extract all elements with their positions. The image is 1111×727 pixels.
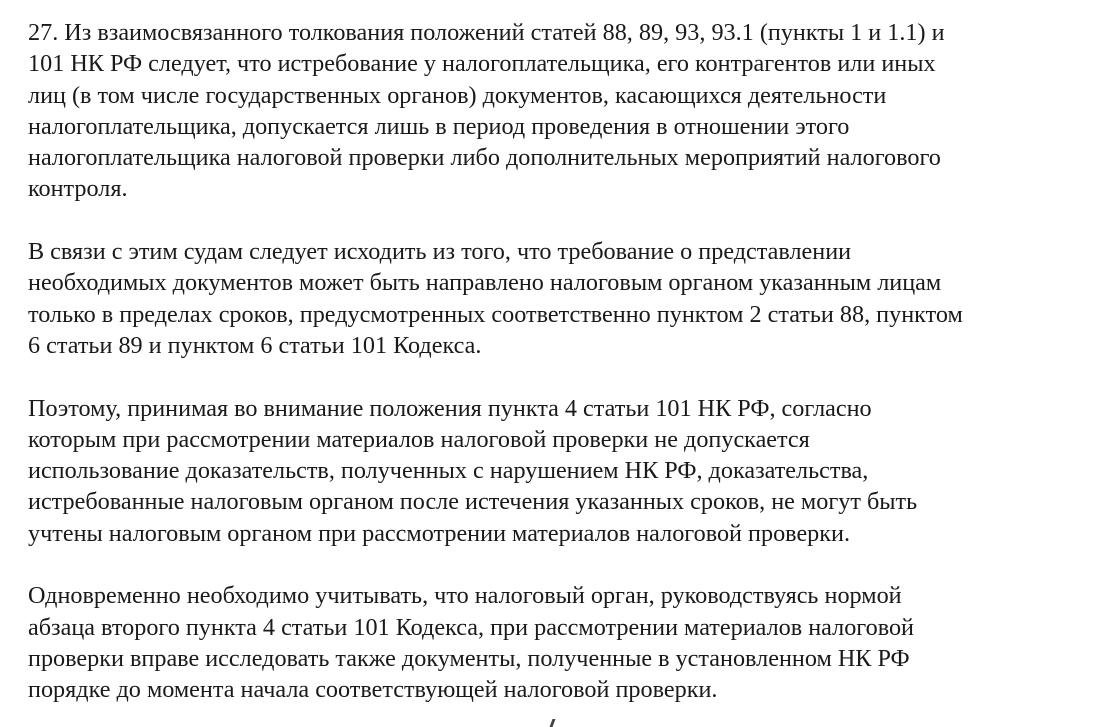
paragraph-3 [28, 393, 1108, 549]
text-line: 6 статьи 89 и пунктом 6 статьи 101 Кодекса. [28, 331, 482, 359]
text-line: налогоплательщика налоговой проверки либо дополнительных мероприятий налогового [28, 144, 941, 172]
text-line: проверки вправе исследовать также документы, полученные в установленном НК РФ [28, 644, 910, 672]
text-line: необходимых документов может быть направлено налоговым органом указанным лицам [28, 269, 942, 297]
cut-off-glyph-fragment [550, 719, 556, 727]
text-line: лиц (в том числе государственных органов) документов, касающихся деятельности [28, 81, 887, 109]
text-line: которым при рассмотрении материалов налоговой проверки не допускается [28, 425, 810, 453]
text-line: 27. Из взаимосвязанного толкования положений статей 88, 89, 93, 93.1 (пункты 1 и 1.1) и [28, 19, 945, 46]
text-line: использование доказательств, полученных с нарушением НК РФ, доказательства, [28, 457, 869, 485]
text-line: порядке до момента начала соответствующей налоговой проверки. [28, 676, 718, 704]
text-line: Поэтому, принимая во внимание положения пункта 4 статьи 101 НК РФ, согласно [28, 394, 872, 422]
paragraph-2 [28, 236, 1108, 361]
text-line: только в пределах сроков, предусмотренных соответственно пунктом 2 статьи 88, пунктом [28, 300, 963, 328]
document-body [28, 17, 1108, 706]
text-line: истребованные налоговым органом после истечения указанных сроков, не могут быть [28, 488, 918, 516]
paragraph-1 [28, 17, 1108, 205]
text-line: учтены налоговым органом при рассмотрении материалов налоговой проверки. [28, 519, 851, 547]
text-line: налогоплательщика, допускается лишь в период проведения в отношении этого [28, 112, 850, 140]
paragraph-4 [28, 580, 1108, 705]
text-line: Одновременно необходимо учитывать, что налоговый орган, руководствуясь нормой [28, 582, 902, 610]
text-line: В связи с этим судам следует исходить из того, что требование о представлении [28, 238, 852, 266]
text-line: 101 НК РФ следует, что истребование у налогоплательщика, его контрагентов или иных [28, 50, 936, 78]
text-line: абзаца второго пункта 4 статьи 101 Кодекса, при рассмотрении материалов налоговой [28, 613, 914, 641]
text-line: контроля. [28, 175, 128, 203]
